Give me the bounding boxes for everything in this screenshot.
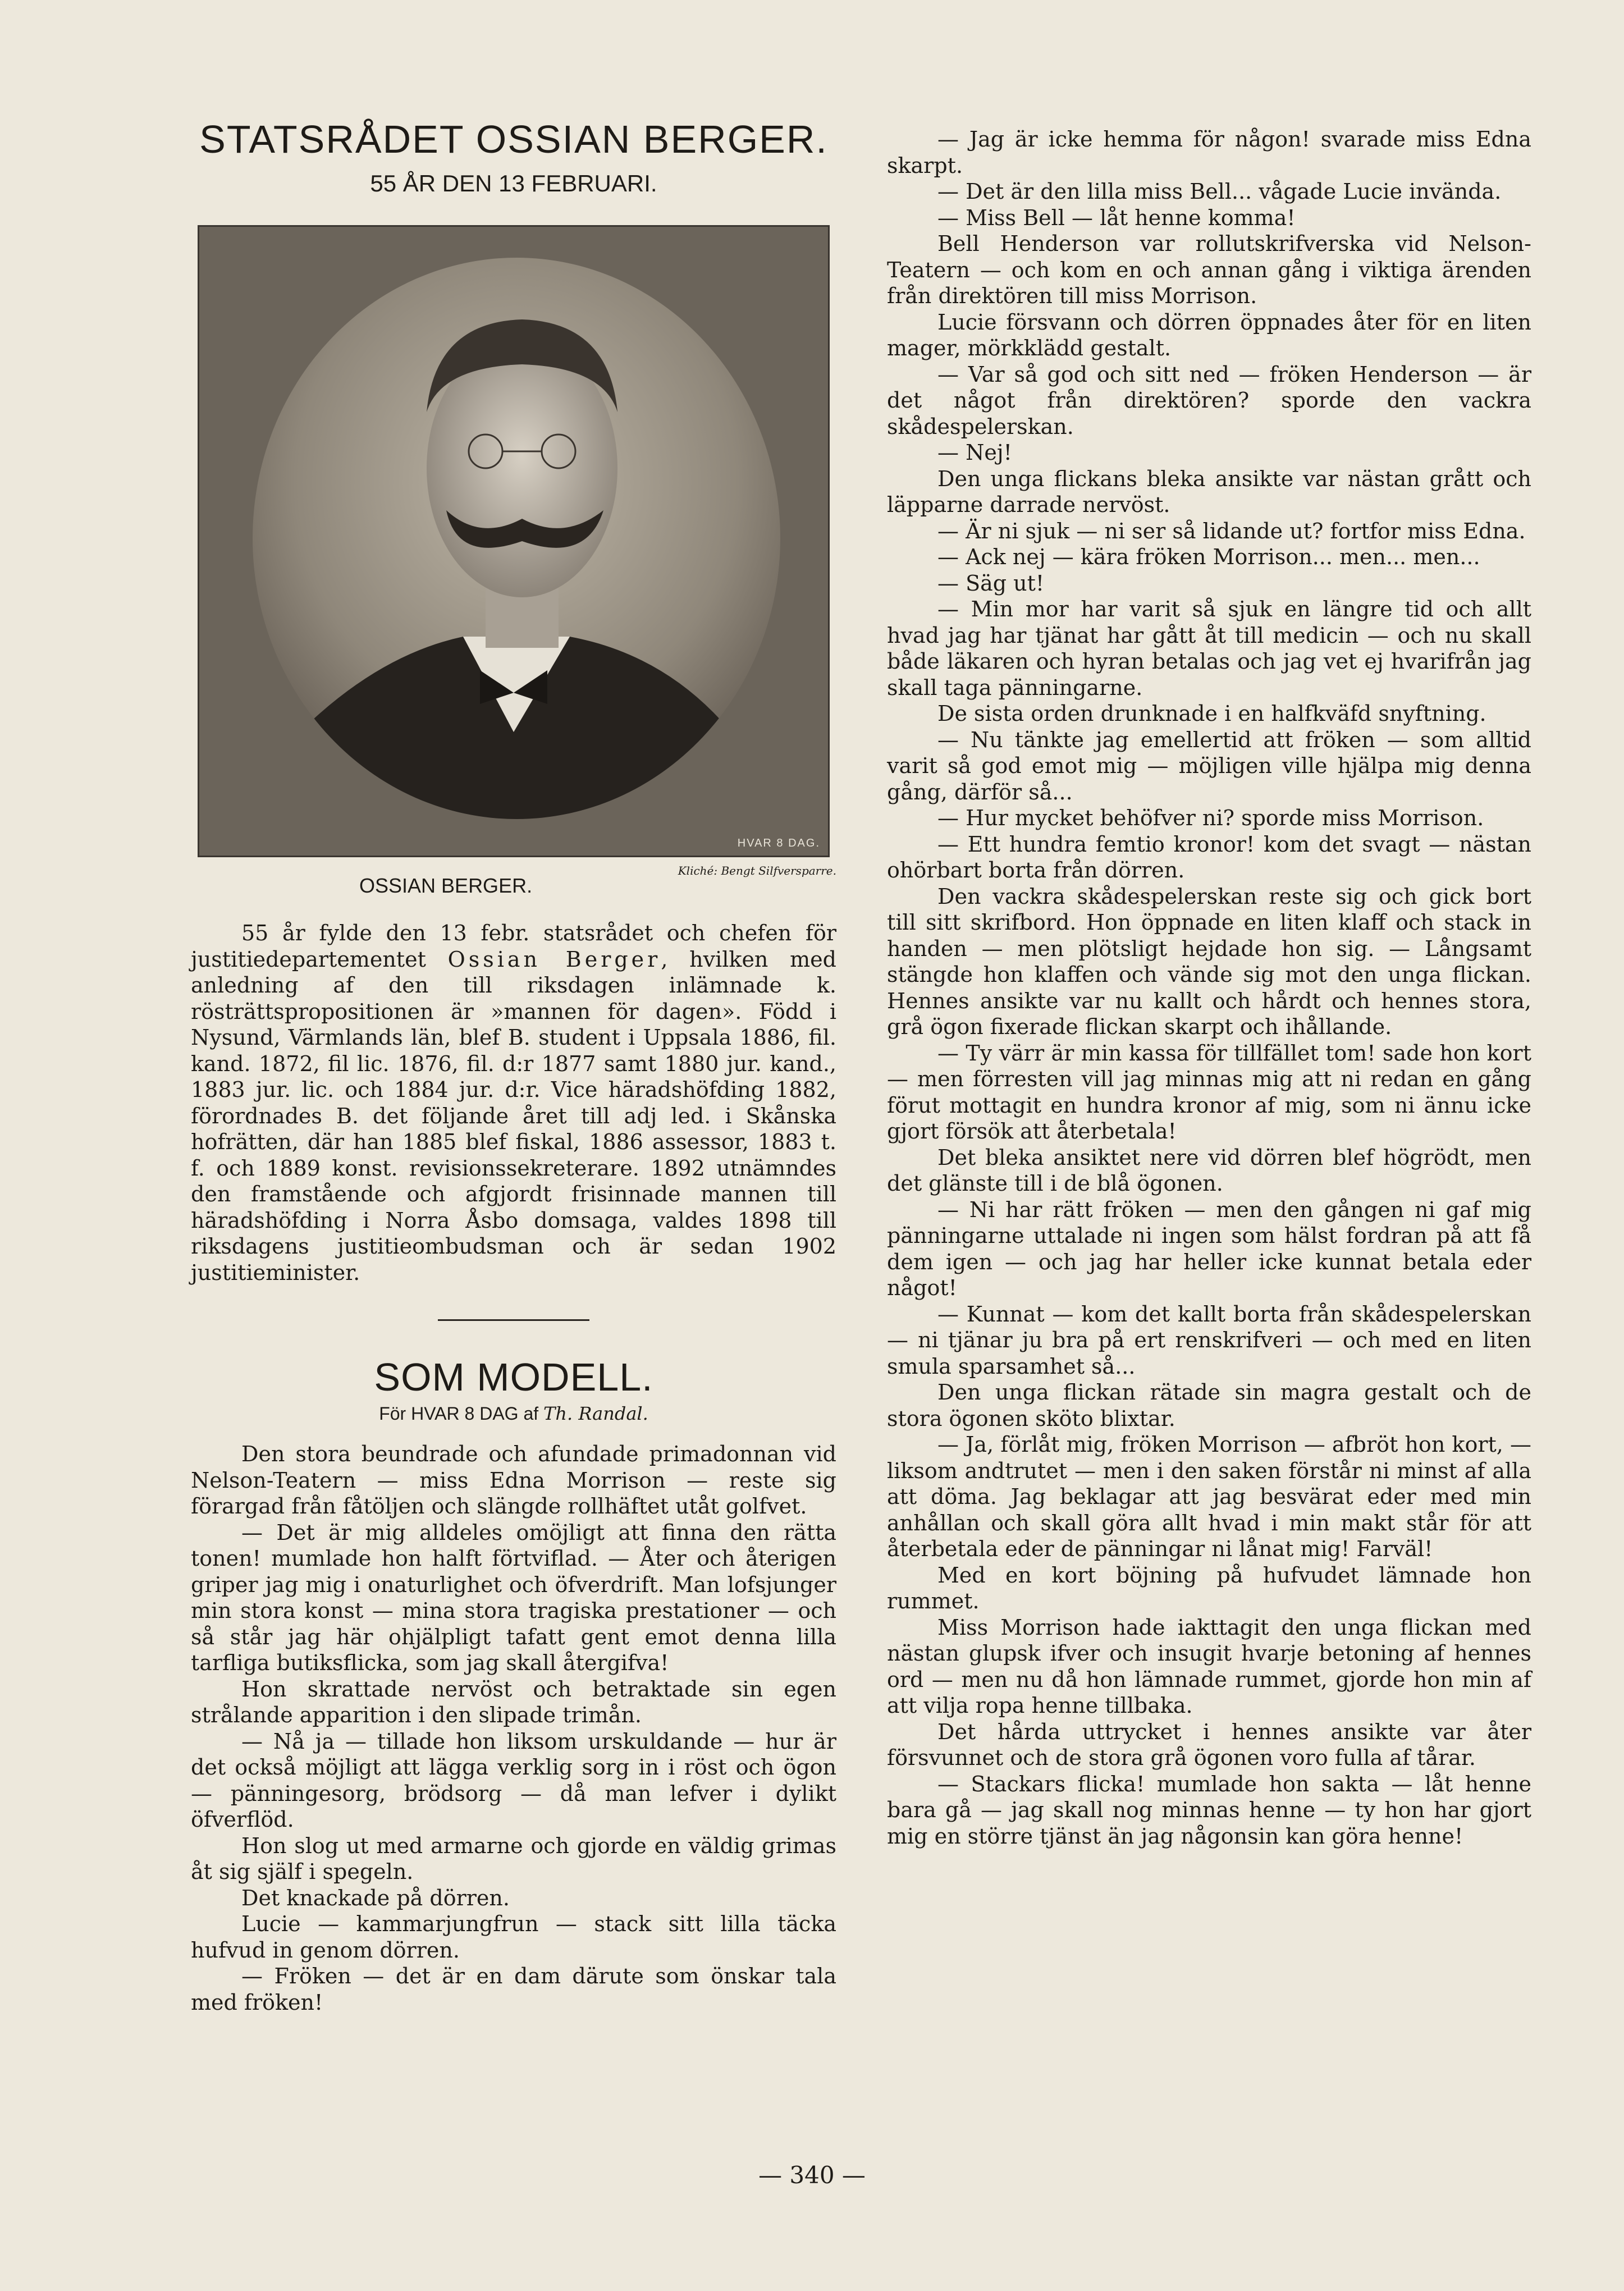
story-paragraph: Lucie — kammarjungfrun — stack sitt lilla täcka hufvud in genom dörren.	[191, 1912, 836, 1963]
story-paragraph: — Ni har rätt fröken — men den gången ni gaf mig pänningarne uttalade ni ingen som hälst fordran på att få dem igen — och jag har heller icke kunnat betala eder något!	[887, 1197, 1531, 1300]
section-divider	[438, 1319, 589, 1321]
story-paragraph: Det bleka ansiktet nere vid dörren blef högrödt, men det glänste till i de blå ögonen.	[887, 1145, 1531, 1196]
story-paragraph: — Nej!	[937, 440, 1012, 465]
story-left-text	[191, 1441, 836, 2015]
story-paragraph: — Stackars flicka! mumlade hon sakta — låt henne bara gå — jag skall nog minnas henne — ty hon har gjort mig en större tjänst än jag någonsin kan göra henne!	[887, 1771, 1531, 1849]
story-paragraph: Miss Morrison hade iakttagit den unga flickan med nästan glupsk ifver och insugit hvarje betoning af hennes ord — men nu då hon lämnade rummet, gjorde hon min af att vilja ropa henne tillbaka.	[887, 1615, 1531, 1718]
story-byline	[191, 1403, 836, 1424]
byline-author: Th. Randal.	[543, 1403, 648, 1424]
story-paragraph: — Fröken — det är en dam därute som önskar tala med fröken!	[191, 1964, 836, 2015]
story-paragraph: Med en kort böjning på hufvudet lämnade hon rummet.	[887, 1562, 1531, 1613]
story-paragraph: Lucie försvann och dörren öppnades åter för en liten mager, mörkklädd gestalt.	[887, 309, 1531, 360]
story-paragraph: — Är ni sjuk — ni ser så lidande ut? fortfor miss Edna.	[937, 518, 1526, 543]
story-paragraph: — Säg ut!	[937, 570, 1045, 596]
photo-stamp: HVAR 8 DAG.	[737, 837, 820, 849]
bio-rest: , hvilken med anledning af den till riksdagen inlämnade k. rösträttspropositionen är »mannen för dagen». Född i Nysund, Värmlands län, blef B. student i Uppsala 1886, fil. kand. 1872, fil lic. 1876, fil. d:r 1877 samt 1880 jur. kand., 1883 jur. lic. och 1884 jur. d:r. Vice häradshöfding 1882, förordnades B. det följande året till adj led. i Skånska hofrätten, där han 1885 blef fiskal, 1886 assessor, 1883 t. f. och 1889 konst. revisionssekreterare. 1892 utnämndes den framstående och afgjordt frisinnade mannen till häradshöfding i Norra Åsbo domsaga, valdes 1898 till riksdagens justitieombudsman och är sedan 1902 justitieminister.	[191, 946, 836, 1285]
portrait-photo	[198, 225, 830, 857]
story-paragraph: Hon skrattade nervöst och betraktade sin egen strålande apparition i den slipade trimån.	[191, 1676, 836, 1727]
photo-caption: OSSIAN BERGER.	[359, 874, 533, 897]
story-title: SOM MODELL.	[374, 1355, 653, 1399]
story-paragraph: — Hur mycket behöfver ni? sporde miss Morrison.	[937, 806, 1484, 830]
story-paragraph: — Miss Bell — låt henne komma!	[937, 205, 1296, 230]
portrait-illustration	[199, 227, 828, 856]
right-column	[887, 126, 1531, 1849]
bio-name: Ossian Berger	[447, 946, 661, 972]
story-paragraph: — Ett hundra femtio kronor! kom det svagt — nästan ohörbart borta från dörren.	[887, 831, 1531, 882]
story-paragraph: — Ja, förlåt mig, fröken Morrison — afbröt hon kort, — liksom andtrutet — men i den saken förstår ni minst af alla att döma. Jag beklagar att jag besvärat eder med min anhållan och skall göra allt hvad i min makt står för att återbetala eder de pänningar ni lånat mig! Farväl!	[887, 1432, 1531, 1561]
story-paragraph: Bell Henderson var rollutskrifverska vid Nelson-Teatern — och kom en och annan gång i viktiga ärenden från direktören till miss Morrison.	[887, 231, 1531, 308]
bio-lead: 55 år fylde den 13 febr. statsrådet och chefen för justitiedepartementet	[191, 921, 836, 972]
story-paragraph: Den vackra skådespelerskan reste sig och gick bort till sitt skrifbord. Hon öppnade en liten klaff och stack in handen — men plötsligt hejdade hon sig. — Långsamt stängde hon klaffen och vände sig mot den unga flickan. Hennes ansikte var nu kallt och hårdt och hennes stora, grå ögon fixerade flickan skarpt och ihållande.	[887, 884, 1531, 1039]
article-subtitle: 55 ÅR DEN 13 FEBRUARI.	[370, 170, 657, 196]
story-paragraph: — Det är mig alldeles omöjligt att finna den rätta tonen! mumlade hon halft förtviflad. — Åter och återigen griper jag mig i onaturlighet och öfverdrift. Man lofsjunger min stora konst — mina stora tragiska prestationer — och så står jag här ohjälpligt tafatt gent emot denna lilla tarfliga butiksflicka, som jag skall återgifva!	[191, 1520, 836, 1675]
byline-prefix: För HVAR 8 DAG af	[379, 1403, 544, 1424]
page-number: — 340 —	[758, 2161, 866, 2189]
photo-caption-row	[191, 864, 836, 898]
story-paragraph: Den stora beundrade och afundade primadonnan vid Nelson-Teatern — miss Edna Morrison — reste sig förargad från fåtöljen och slängde rollhäftet utåt golfvet.	[191, 1442, 836, 1519]
story-paragraph: Hon slog ut med armarne och gjorde en väldig grimas åt sig själf i spegeln.	[191, 1833, 836, 1884]
story-paragraph: — Ty värr är min kassa för tillfället tom! sade hon kort — men förresten vill jag minnas mig att ni redan en gång förut mottagit en hundra kronor af mig, som ni ännu icke gjort försök att återbetala!	[887, 1040, 1531, 1144]
story-paragraph: Det hårda uttrycket i hennes ansikte var åter försvunnet och de stora grå ögonen voro fulla af tårar.	[887, 1719, 1531, 1770]
story-paragraph: De sista orden drunknade i en halfkväfd snyftning.	[937, 701, 1486, 726]
article-title: STATSRÅDET OSSIAN BERGER.	[199, 117, 828, 161]
left-column	[191, 118, 836, 2015]
story-paragraph: — Ack nej — kära fröken Morrison... men... men...	[937, 545, 1480, 569]
story-paragraph: Det knackade på dörren.	[241, 1885, 510, 1910]
photo-credit: Kliché: Bengt Silfversparre.	[678, 864, 836, 877]
biography	[191, 920, 836, 1286]
story-paragraph: — Nu tänkte jag emellertid att fröken — som alltid varit så god emot mig — möjligen ville hjälpa mig denna gång, därför så...	[887, 727, 1531, 804]
story-paragraph: — Nå ja — tillade hon liksom urskuldande — hur är det också möjligt att lägga verklig sorg in i röst och ögon — pänningesorg, brödsorg — då man lefver i dylikt öfverflöd.	[191, 1728, 836, 1832]
biography-paragraph	[191, 920, 836, 1286]
story-paragraph: — Det är den lilla miss Bell... vågade Lucie invända.	[937, 179, 1502, 204]
story-paragraph: — Var så god och sitt ned — fröken Henderson — är det något från direktören? sporde den vackra skådespelerskan.	[887, 362, 1531, 439]
story-paragraph: — Min mor har varit så sjuk en längre tid och allt hvad jag har tjänat har gått åt till medicin — och nu skall både läkaren och hyran betalas och jag vet ej hvarifrån jag skall taga pänningarne.	[887, 597, 1531, 700]
story-paragraph: Den unga flickans bleka ansikte var nästan grått och läpparne darrade nervöst.	[887, 466, 1531, 517]
story-paragraph: — Jag är icke hemma för någon! svarade miss Edna skarpt.	[887, 127, 1531, 178]
story-paragraph: Den unga flickan rätade sin magra gestalt och de stora ögonen sköto blixtar.	[887, 1380, 1531, 1431]
story-paragraph: — Kunnat — kom det kallt borta från skådespelerskan — ni tjänar ju bra på ert renskrifveri — och med en liten smula sparsamhet så...	[887, 1301, 1531, 1379]
